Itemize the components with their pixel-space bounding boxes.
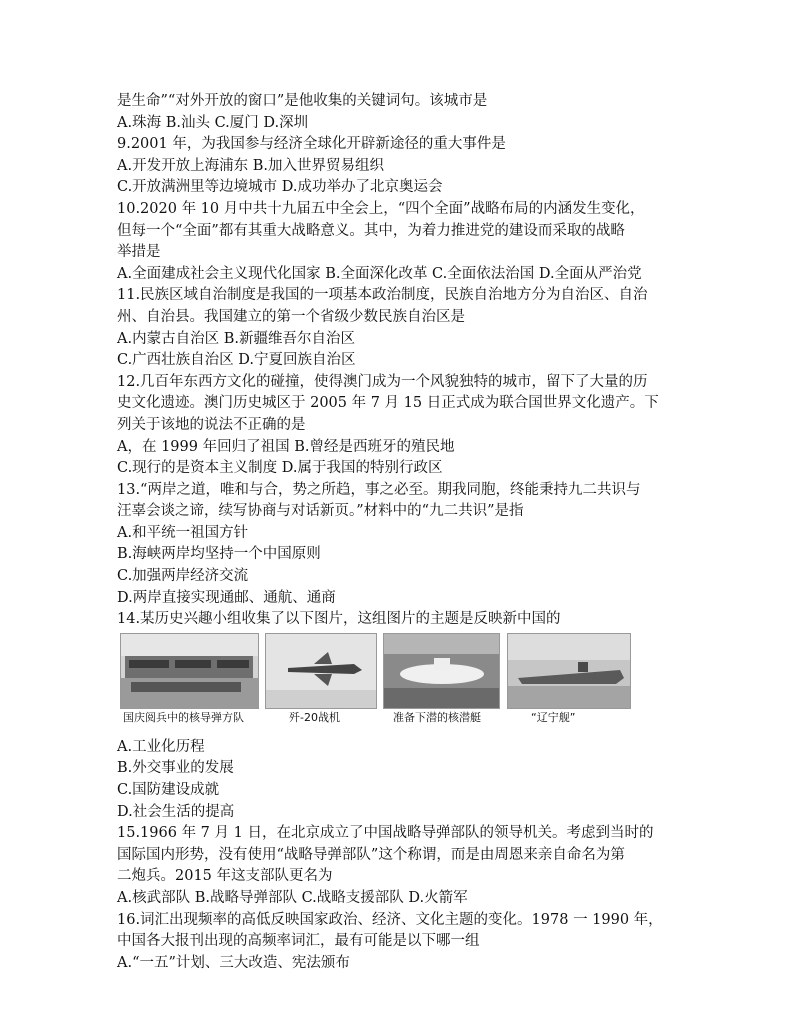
q16-option-a: A.“一五”计划、三大改造、宪法颁布 bbox=[117, 954, 350, 971]
q10-stem-line: 10.2020 年 10 月中共十九届五中全会上，“四个全面”战略布局的内涵发生变化， bbox=[117, 200, 645, 217]
q16-stem-line: 中国各大报刊出现的高频率词汇，最有可能是以下哪一组 bbox=[117, 933, 480, 950]
q13-option-d: D.两岸直接实现通邮、通航、通商 bbox=[117, 589, 336, 606]
q12-options-cd: C.现行的是资本主义制度 D.属于我国的特别行政区 bbox=[117, 460, 443, 477]
photo-caption: 国庆阅兵中的核导弹方队 bbox=[123, 710, 244, 724]
q13-stem-line: 13.“两岸之道，唯和与合，势之所趋，事之必至。期我同胞，终能秉持九二共识与 bbox=[117, 481, 641, 498]
q13-option-c: C.加强两岸经济交流 bbox=[117, 568, 249, 585]
q14-option-a: A.工业化历程 bbox=[117, 738, 205, 755]
q13-stem-line: 汪辜会谈之谛，续写协商与对话新页。”材料中的“九二共识”是指 bbox=[117, 503, 524, 520]
photo-caption: 准备下潜的核潜艇 bbox=[393, 710, 481, 724]
q12-stem-line: 12.几百年东西方文化的碰撞，使得澳门成为一个风貌独特的城市，留下了大量的历 bbox=[117, 373, 648, 390]
q15-stem-line: 国际国内形势，没有使用“战略导弹部队”这个称谓，而是由周恩来亲自命名为第 bbox=[117, 846, 625, 863]
q11-options-ab: A.内蒙古自治区 B.新疆维吾尔自治区 bbox=[117, 330, 355, 347]
q13-option-a: A.和平统一祖国方针 bbox=[117, 524, 249, 541]
q15-stem-line: 二炮兵。2015 年这支部队更名为 bbox=[117, 868, 333, 885]
q9-stem: 9.2001 年，为我国参与经济全球化开辟新途径的重大事件是 bbox=[117, 136, 506, 153]
q8-stem-tail: 是生命”“对外开放的窗口”是他收集的关键词句。该城市是 bbox=[117, 93, 488, 109]
q14-stem: 14.某历史兴趣小组收集了以下图片，这组图片的主题是反映新中国的 bbox=[117, 611, 561, 628]
q8-options: A.珠海 B.汕头 C.厦门 D.深圳 bbox=[117, 114, 309, 131]
q16-stem-line: 16.词汇出现频率的高低反映国家政治、经济、文化主题的变化。1978 一 1990 年， bbox=[117, 911, 663, 928]
q10-stem-line: 举措是 bbox=[117, 244, 161, 261]
q9-options-cd: C.开放满洲里等边境城市 D.成功举办了北京奥运会 bbox=[117, 179, 443, 196]
q12-stem-line: 史文化遗迹。澳门历史城区于 2005 年 7 月 15 日正式成为联合国世界文化遗产。下 bbox=[117, 395, 659, 412]
fighter-jet-photo bbox=[265, 633, 377, 709]
q13-option-b: B.海峡两岸均坚持一个中国原则 bbox=[117, 546, 321, 563]
q14-option-c: C.国防建设成就 bbox=[117, 782, 220, 799]
q14-option-d: D.社会生活的提高 bbox=[117, 803, 235, 820]
q11-options-cd: C.广西壮族自治区 D.宁夏回族自治区 bbox=[117, 352, 356, 369]
nuclear-submarine-photo bbox=[383, 633, 500, 709]
q11-stem-line: 州、自治县。我国建立的第一个省级少数民族自治区是 bbox=[117, 308, 465, 325]
q12-stem-line: 列关于该地的说法不正确的是 bbox=[117, 416, 306, 433]
q10-options: A.全面建成社会主义现代化国家 B.全面深化改革 C.全面依法治国 D.全面从严治党 bbox=[117, 265, 642, 282]
q11-stem-line: 11.民族区域自治制度是我国的一项基本政治制度，民族自治地方分为自治区、自治 bbox=[117, 287, 648, 304]
q14-option-b: B.外交事业的发展 bbox=[117, 760, 234, 777]
q9-options-ab: A.开发开放上海浦东 B.加入世界贸易组织 bbox=[117, 157, 384, 174]
aircraft-carrier-photo bbox=[507, 633, 631, 709]
q14-photo-strip bbox=[117, 633, 677, 737]
question-list bbox=[117, 91, 677, 974]
photo-caption: 歼-20战机 bbox=[289, 710, 340, 724]
q10-stem-line: 但每一个“全面”都有其重大战略意义。其中，为着力推进党的建设而采取的战略 bbox=[117, 222, 625, 239]
q15-options: A.核武部队 B.战略导弹部队 C.战略支援部队 D.火箭军 bbox=[117, 890, 468, 906]
missile-parade-photo bbox=[120, 633, 259, 709]
photo-caption: “辽宁舰” bbox=[531, 710, 576, 724]
q12-options-ab: A，在 1999 年回归了祖国 B.曾经是西班牙的殖民地 bbox=[117, 438, 455, 455]
q15-stem-line: 15.1966 年 7 月 1 日，在北京成立了中国战略导弹部队的领导机关。考虑到当时的 bbox=[117, 825, 654, 842]
